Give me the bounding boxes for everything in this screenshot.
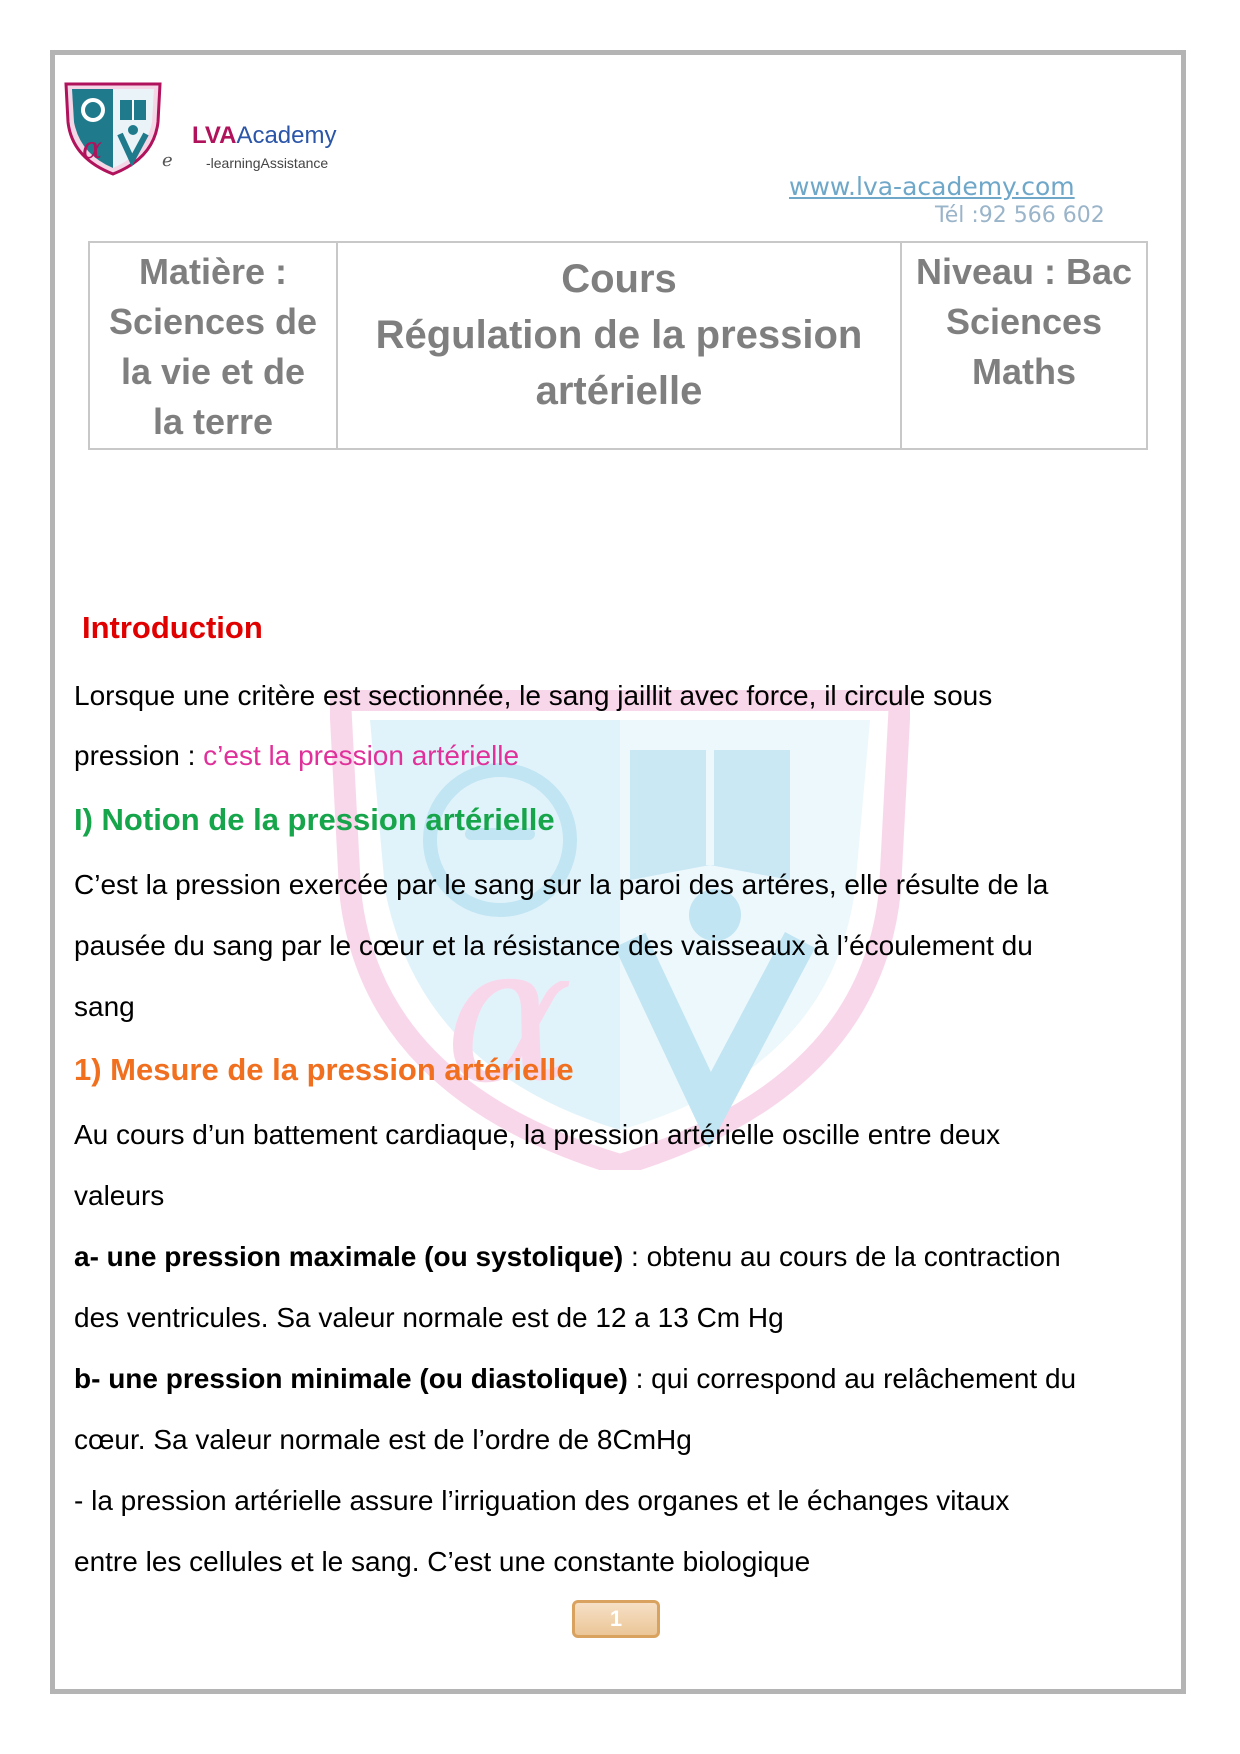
brand-academy: Academy xyxy=(236,122,337,149)
item-b-text: : qui correspond au relâchement du xyxy=(627,1363,1077,1394)
list-item-b xyxy=(74,1363,1076,1395)
paragraph-line xyxy=(74,740,519,772)
subject-line: la vie et de xyxy=(120,351,306,392)
list-item-a xyxy=(74,1241,1061,1273)
brand-e-letter: e xyxy=(162,150,173,171)
page-number-badge: 1 xyxy=(572,1600,660,1638)
level-line: Niveau : Bac xyxy=(915,251,1133,292)
website-link[interactable]: www.lva-academy.com xyxy=(789,172,1075,201)
highlighted-definition: c’est la pression artérielle xyxy=(203,740,520,771)
paragraph-line: des ventricules. Sa valeur normale est de 12 a 13 Cm Hg xyxy=(74,1302,784,1333)
course-title-line: artérielle xyxy=(535,369,703,413)
paragraph-line: C’est la pression exercée par le sang sur la paroi des artéres, elle résulte de la xyxy=(74,869,1049,900)
heading-section-1: I) Notion de la pression artérielle xyxy=(74,802,555,837)
paragraph-line: Lorsque une critère est sectionnée, le sang jaillit avec force, il circule sous xyxy=(74,680,993,711)
heading-subsection-1: 1) Mesure de la pression artérielle xyxy=(74,1052,574,1087)
heading-introduction: Introduction xyxy=(82,610,263,645)
paragraph-line: cœur. Sa valeur normale est de l’ordre de 8CmHg xyxy=(74,1424,692,1455)
paragraph-line: - la pression artérielle assure l’irriguation des organes et le échanges vitaux xyxy=(74,1485,1010,1516)
brand-tagline: -learningAssistance xyxy=(206,155,329,171)
paragraph-line: Au cours d’un battement cardiaque, la pression artérielle oscille entre deux xyxy=(74,1119,1001,1150)
lva-academy-shield-logo xyxy=(58,78,168,178)
item-a-text: : obtenu au cours de la contraction xyxy=(623,1241,1061,1272)
phone-number: Tél :92 566 602 xyxy=(935,203,1105,228)
course-title-line: Cours xyxy=(561,257,677,301)
alpha-symbol: α xyxy=(445,904,574,1125)
subject-line: la terre xyxy=(152,401,274,442)
course-info-table xyxy=(88,241,1148,450)
paragraph-line: entre les cellules et le sang. C’est une constante biologique xyxy=(74,1546,811,1577)
level-line: Maths xyxy=(971,351,1076,392)
subject-line: Sciences de xyxy=(108,301,318,342)
brand-name xyxy=(192,122,336,150)
course-title-line: Régulation de la pression xyxy=(375,313,863,357)
level-cell xyxy=(901,242,1147,449)
svg-text:α: α xyxy=(82,131,103,166)
paragraph-line: pausée du sang par le cœur et la résistance des vaisseaux à l’écoulement du xyxy=(74,930,1033,961)
brand-lva: LVA xyxy=(192,122,237,149)
item-b-term: b- une pression minimale (ou diastolique) xyxy=(74,1363,628,1394)
paragraph-line: valeurs xyxy=(74,1180,165,1211)
item-a-term: a- une pression maximale (ou systolique) xyxy=(74,1241,624,1272)
subject-line: Matière : xyxy=(138,251,288,292)
text-segment: pression : xyxy=(74,740,204,771)
subject-cell xyxy=(89,242,337,449)
paragraph-line: sang xyxy=(74,991,135,1022)
level-line: Sciences xyxy=(945,301,1103,342)
course-title-cell xyxy=(337,242,901,449)
